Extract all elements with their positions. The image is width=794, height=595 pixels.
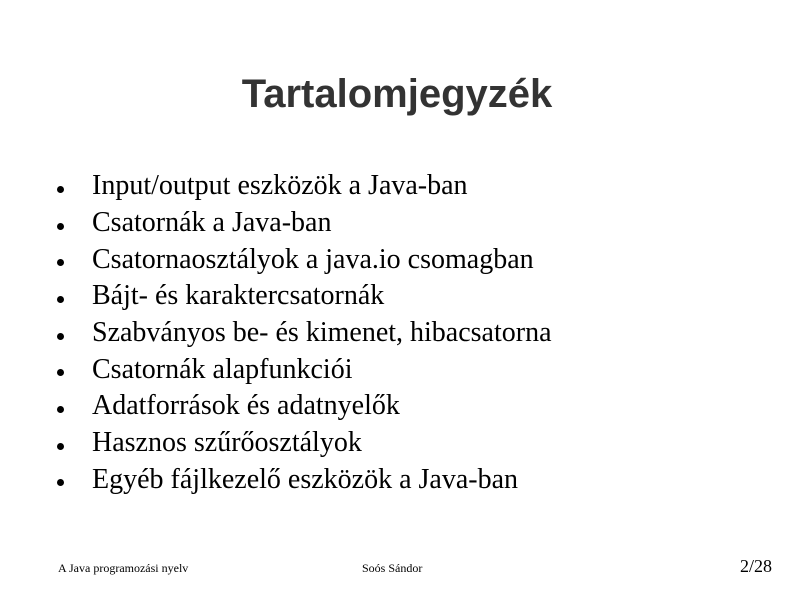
list-item (56, 351, 552, 388)
footer-author: Soós Sándor (362, 561, 423, 575)
list-item-label: Egyéb fájlkezelő eszközök a Java-ban (92, 463, 519, 495)
list-item (56, 388, 552, 425)
list-item-label: Csatornák a Java-ban (92, 207, 332, 239)
bullet-icon (57, 479, 64, 486)
page-number: 2/28 (739, 556, 772, 576)
slide-title: Tartalomjegyzék (241, 72, 553, 116)
list-item (56, 168, 552, 205)
list-item (56, 315, 552, 352)
list-item-label: Adatforrások és adatnyelők (92, 390, 400, 422)
bullet-icon (57, 443, 64, 450)
list-item (56, 278, 552, 315)
list-item (56, 241, 552, 278)
footer-course-title: A Java programozási nyelv (58, 561, 189, 575)
list-item-label: Csatornaosztályok a java.io csomagban (92, 243, 534, 275)
bullet-list (56, 168, 552, 498)
list-item-label: Csatornák alapfunkciói (92, 353, 353, 385)
list-item-label: Bájt- és karaktercsatornák (92, 280, 385, 312)
list-item (56, 425, 552, 462)
bullet-icon (57, 296, 64, 303)
bullet-icon (57, 223, 64, 230)
bullet-icon (57, 406, 64, 413)
bullet-icon (57, 333, 64, 340)
bullet-icon (57, 186, 64, 193)
bullet-icon (57, 369, 64, 376)
list-item (56, 205, 552, 242)
list-item-label: Szabványos be- és kimenet, hibacsatorna (92, 317, 552, 349)
list-item-label: Hasznos szűrőosztályok (92, 427, 362, 459)
bullet-icon (57, 259, 64, 266)
list-item-label: Input/output eszközök a Java-ban (92, 170, 468, 202)
list-item (56, 462, 552, 499)
